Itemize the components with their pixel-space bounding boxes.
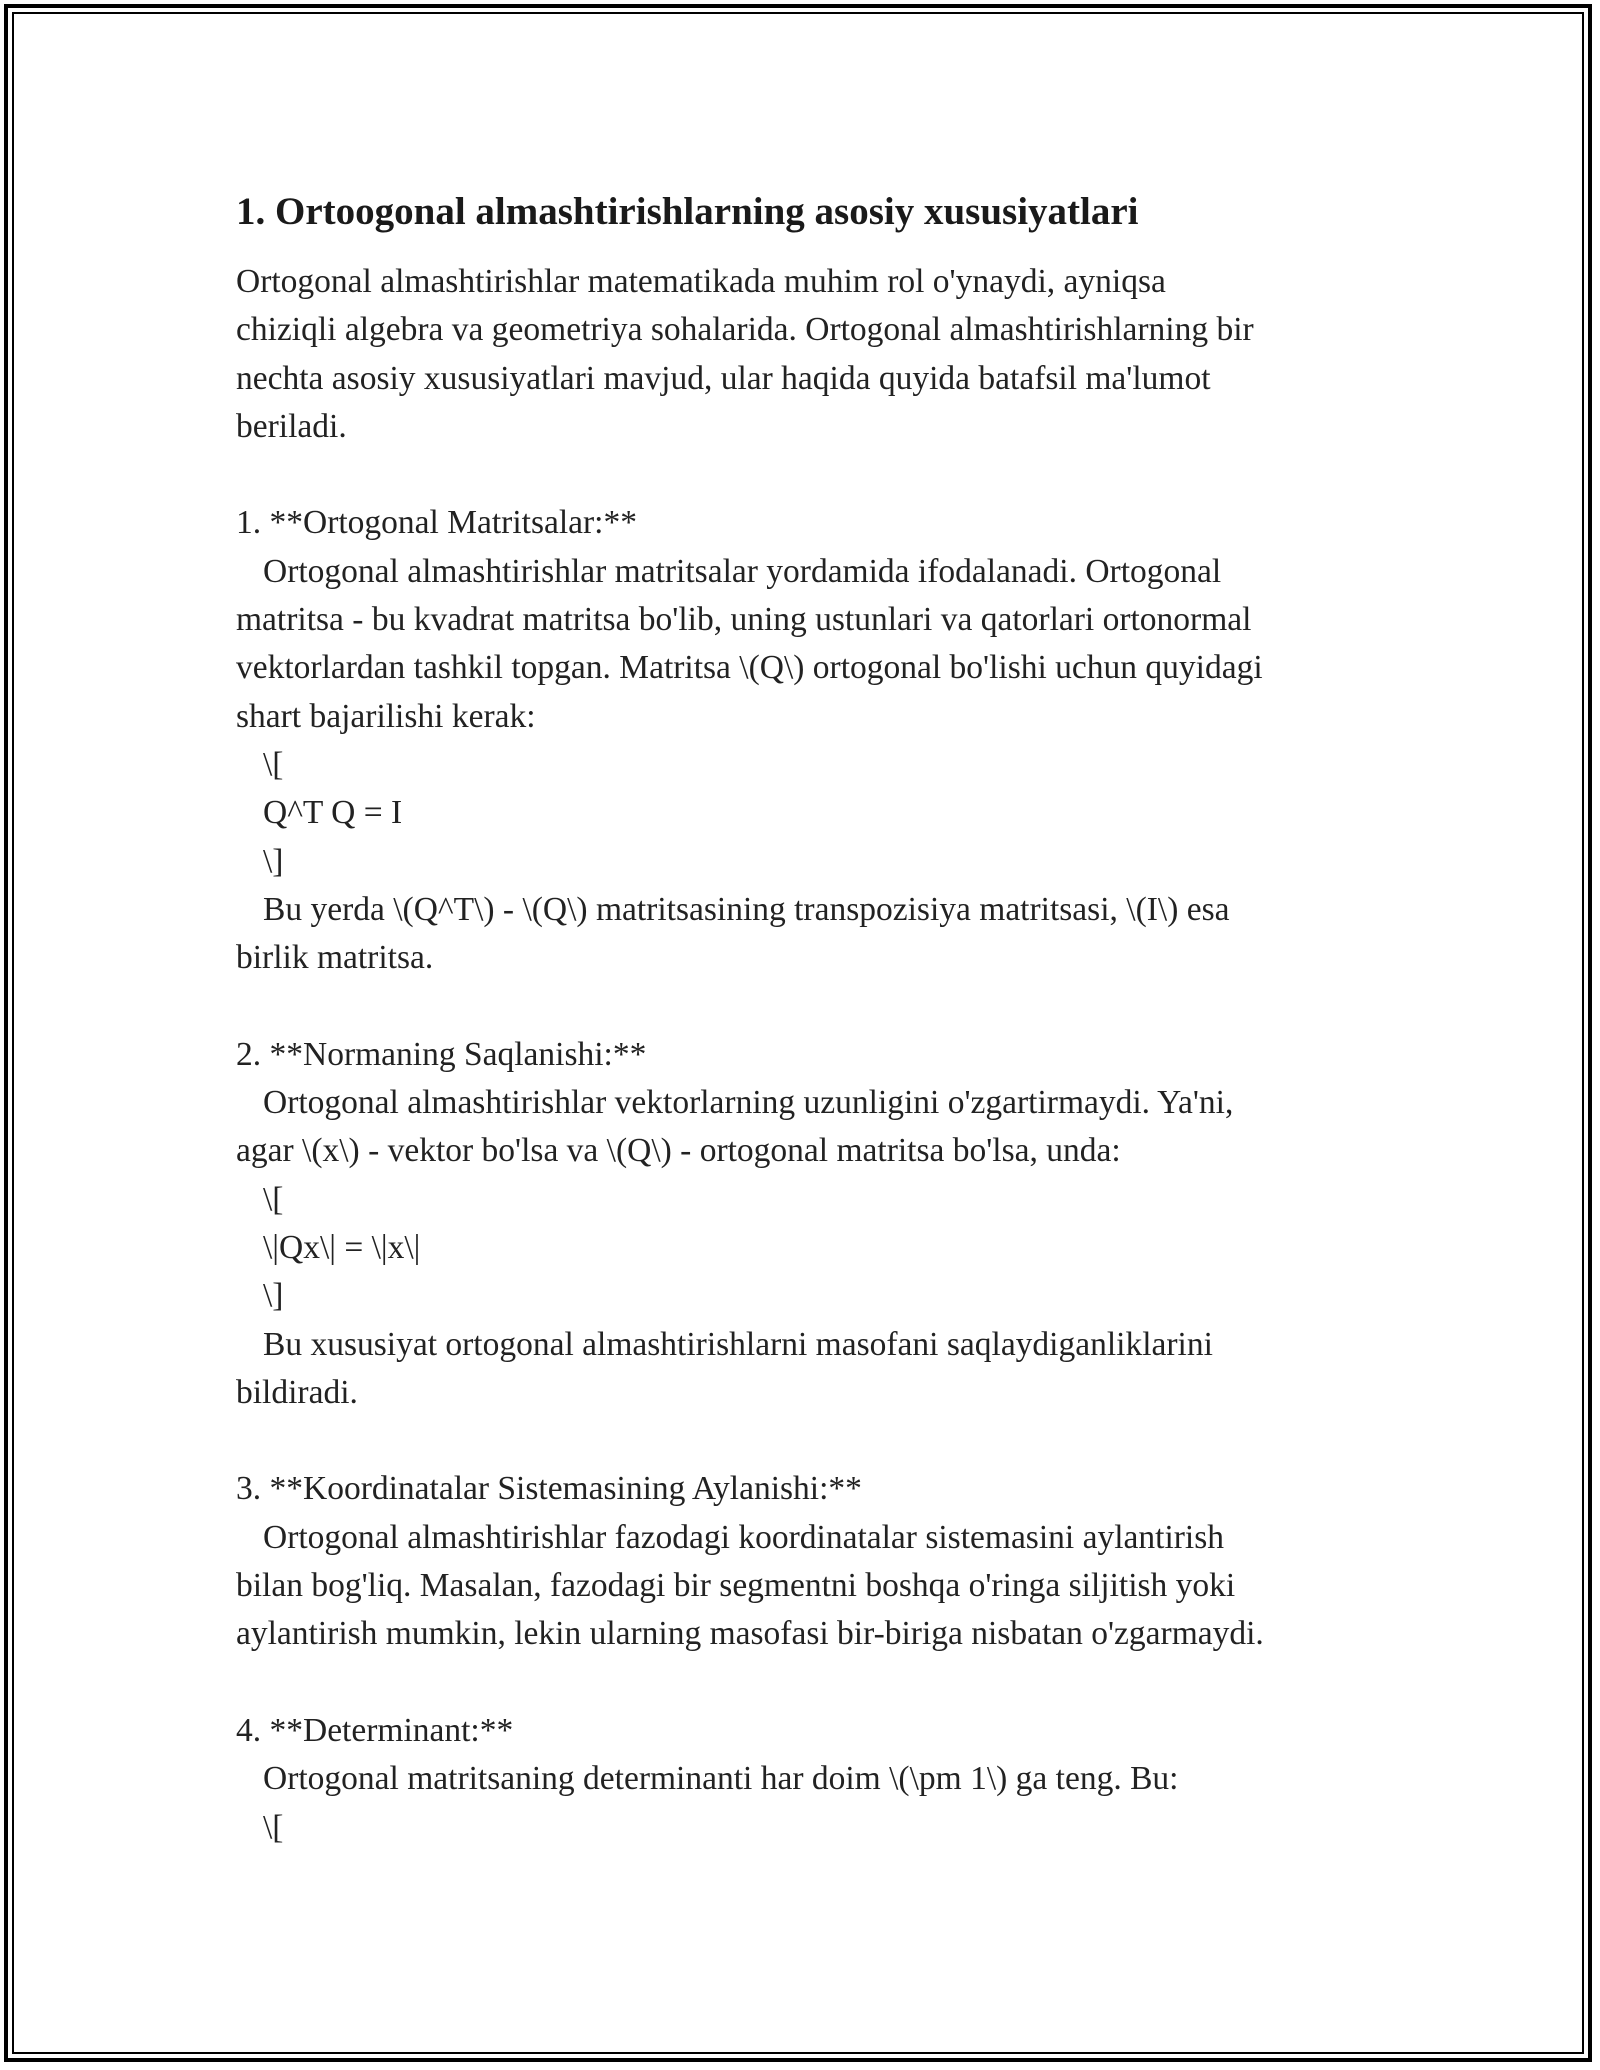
section-line: matritsa - bu kvadrat matritsa bo'lib, uning ustunlari va qatorlari ortonormal xyxy=(236,601,1252,639)
section-line: shart bajarilishi kerak: xyxy=(236,697,536,735)
section-title-determinant: 4. **Determinant:** xyxy=(236,1711,514,1749)
section-title-orthogonal-matrices: 1. **Ortogonal Matritsalar:** xyxy=(236,504,637,542)
intro-paragraph xyxy=(236,258,1366,1852)
section-line: bildiradi. xyxy=(236,1373,358,1411)
spacer xyxy=(236,1659,1366,1707)
section-line: Ortogonal matritsaning determinanti har doim \(\pm 1\) ga teng. Bu: xyxy=(263,1760,1179,1798)
document-heading: 1. Ortoogonal almashtirishlarning asosiy xususiyatlari xyxy=(236,190,1139,233)
spacer xyxy=(236,1417,1366,1465)
spacer xyxy=(236,982,1366,1030)
intro-line: Ortogonal almashtirishlar matematikada muhim rol o'ynaydi, ayniqsa xyxy=(236,263,1166,300)
section-title-norm-preservation: 2. **Normaning Saqlanishi:** xyxy=(236,1035,647,1073)
spacer xyxy=(236,451,1366,499)
section-line: Bu yerda \(Q^T\) - \(Q\) matritsasining transpozisiya matritsasi, \(I\) esa xyxy=(263,890,1230,928)
section-line: vektorlardan tashkil topgan. Matritsa \(Q\) ortogonal bo'lishi uchun quyidagi xyxy=(236,649,1263,687)
formula-close: \] xyxy=(263,842,284,880)
section-line: Ortogonal almashtirishlar vektorlarning uzunligini o'zgartirmaydi. Ya'ni, xyxy=(263,1084,1234,1122)
intro-line: beriladi. xyxy=(236,407,347,445)
formula-open: \[ xyxy=(263,1808,284,1846)
formula-body: Q^T Q = I xyxy=(263,794,403,832)
section-line: Bu xususiyat ortogonal almashtirishlarni masofani saqlaydiganliklarini xyxy=(263,1325,1213,1363)
intro-line: chiziqli algebra va geometriya sohalarida. Ortogonal almashtirishlarning bir xyxy=(236,311,1254,349)
section-line: agar \(x\) - vektor bo'lsa va \(Q\) - ortogonal matritsa bo'lsa, unda: xyxy=(236,1132,1121,1170)
section-title-coordinate-rotation: 3. **Koordinatalar Sistemasining Aylanishi:** xyxy=(236,1470,862,1508)
section-line: aylantirish mumkin, lekin ularning masofasi bir-biriga nisbatan o'zgarmaydi. xyxy=(236,1615,1264,1653)
section-line: Ortogonal almashtirishlar fazodagi koordinatalar sistemasini aylantirish xyxy=(263,1518,1224,1556)
formula-body: \|Qx\| = \|x\| xyxy=(263,1228,421,1266)
section-line: birlik matritsa. xyxy=(236,939,434,977)
formula-open: \[ xyxy=(263,745,284,783)
intro-line: nechta asosiy xususiyatlari mavjud, ular haqida quyida batafsil ma'lumot xyxy=(236,359,1211,397)
formula-close: \] xyxy=(263,1277,284,1315)
section-line: Ortogonal almashtirishlar matritsalar yordamida ifodalanadi. Ortogonal xyxy=(263,552,1222,590)
document-body xyxy=(236,186,1366,1852)
section-line: bilan bog'liq. Masalan, fazodagi bir segmentni boshqa o'ringa siljitish yoki xyxy=(236,1567,1236,1605)
formula-open: \[ xyxy=(263,1180,284,1218)
